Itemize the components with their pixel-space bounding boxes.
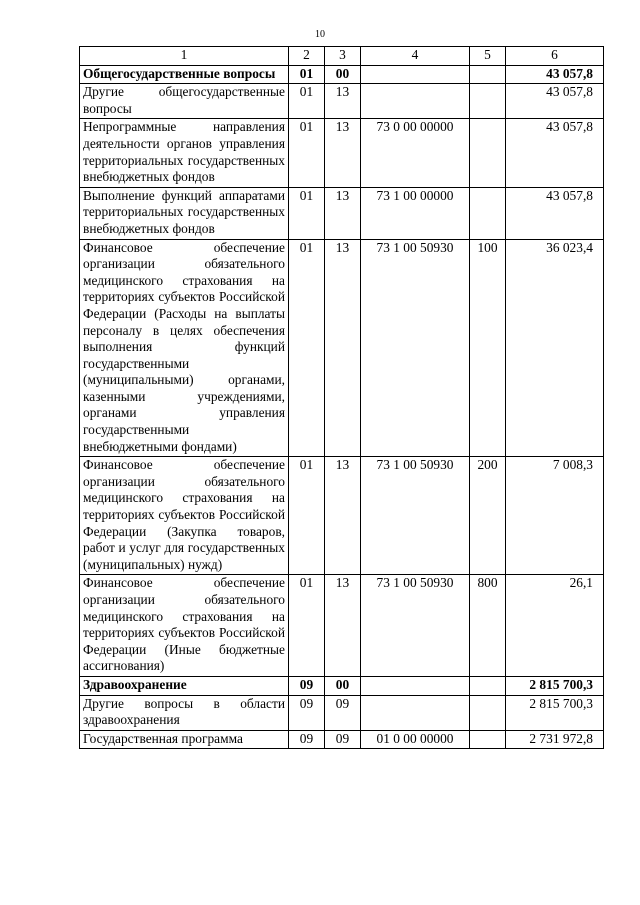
- section-code-cell: 09: [289, 676, 325, 695]
- item-name-cell: Непрограммные направления деятельности органов управления территориальных государственных внебюджетных фондов: [80, 119, 289, 187]
- item-name-cell: Другие вопросы в области здравоохранения: [80, 695, 289, 730]
- section-code-cell: 01: [289, 575, 325, 677]
- amount-cell: 43 057,8: [506, 84, 604, 119]
- header-row: [80, 47, 604, 66]
- amount-cell: 36 023,4: [506, 239, 604, 457]
- table-row: [80, 187, 604, 239]
- item-name-cell: Финансовое обеспечение организации обязательного медицинского страхования на территориях субъектов Российской Федерации (Закупка товаров, работ и услуг для государственных (муниципальных) нужд): [80, 457, 289, 575]
- section-code-cell: 01: [289, 187, 325, 239]
- expense-type-cell: [470, 65, 506, 84]
- table-row: [80, 730, 604, 749]
- header-cell-1: 1: [80, 47, 289, 66]
- target-article-cell: [361, 695, 470, 730]
- budget-table: [79, 46, 604, 749]
- item-name-cell: Государственная программа: [80, 730, 289, 749]
- header-cell-5: 5: [470, 47, 506, 66]
- expense-type-cell: [470, 676, 506, 695]
- item-name-cell: Финансовое обеспечение организации обязательного медицинского страхования на территориях субъектов Российской Федерации (Расходы на выплаты персоналу в целях обеспечения выполнения функций государственными (муниципальными) органами, казенными учреждениями, органами управления государственными внебюджетными фондами): [80, 239, 289, 457]
- section-code-cell: 09: [289, 695, 325, 730]
- item-name-cell: Выполнение функций аппаратами территориальных государственных внебюджетных фондов: [80, 187, 289, 239]
- amount-cell: 2 815 700,3: [506, 695, 604, 730]
- header-cell-3: 3: [325, 47, 361, 66]
- subsection-code-cell: 09: [325, 695, 361, 730]
- subsection-code-cell: 13: [325, 239, 361, 457]
- expense-type-cell: 100: [470, 239, 506, 457]
- table-row: [80, 676, 604, 695]
- section-code-cell: 01: [289, 119, 325, 187]
- header-cell-2: 2: [289, 47, 325, 66]
- table-row: [80, 239, 604, 457]
- subsection-code-cell: 00: [325, 65, 361, 84]
- target-article-cell: 73 1 00 00000: [361, 187, 470, 239]
- item-name-cell: Финансовое обеспечение организации обязательного медицинского страхования на территориях субъектов Российской Федерации (Иные бюджетные ассигнования): [80, 575, 289, 677]
- header-cell-4: 4: [361, 47, 470, 66]
- table-body: [80, 65, 604, 749]
- amount-cell: 43 057,8: [506, 65, 604, 84]
- section-code-cell: 01: [289, 84, 325, 119]
- subsection-code-cell: 13: [325, 187, 361, 239]
- subsection-code-cell: 13: [325, 457, 361, 575]
- page-number: 10: [315, 29, 325, 40]
- item-name-cell: Здравоохранение: [80, 676, 289, 695]
- subsection-code-cell: 13: [325, 575, 361, 677]
- amount-cell: 43 057,8: [506, 119, 604, 187]
- target-article-cell: 01 0 00 00000: [361, 730, 470, 749]
- expense-type-cell: [470, 695, 506, 730]
- section-code-cell: 01: [289, 239, 325, 457]
- expense-type-cell: [470, 84, 506, 119]
- table-row: [80, 457, 604, 575]
- section-code-cell: 01: [289, 65, 325, 84]
- target-article-cell: 73 1 00 50930: [361, 575, 470, 677]
- target-article-cell: [361, 676, 470, 695]
- table-row: [80, 575, 604, 677]
- section-code-cell: 01: [289, 457, 325, 575]
- expense-type-cell: 200: [470, 457, 506, 575]
- amount-cell: 7 008,3: [506, 457, 604, 575]
- item-name-cell: Общегосударственные вопросы: [80, 65, 289, 84]
- table-row: [80, 65, 604, 84]
- amount-cell: 43 057,8: [506, 187, 604, 239]
- table-row: [80, 695, 604, 730]
- target-article-cell: 73 0 00 00000: [361, 119, 470, 187]
- header-cell-6: 6: [506, 47, 604, 66]
- target-article-cell: [361, 84, 470, 119]
- target-article-cell: 73 1 00 50930: [361, 457, 470, 575]
- target-article-cell: [361, 65, 470, 84]
- section-code-cell: 09: [289, 730, 325, 749]
- subsection-code-cell: 00: [325, 676, 361, 695]
- amount-cell: 2 815 700,3: [506, 676, 604, 695]
- target-article-cell: 73 1 00 50930: [361, 239, 470, 457]
- amount-cell: 26,1: [506, 575, 604, 677]
- expense-type-cell: [470, 730, 506, 749]
- expense-type-cell: [470, 187, 506, 239]
- amount-cell: 2 731 972,8: [506, 730, 604, 749]
- subsection-code-cell: 13: [325, 84, 361, 119]
- subsection-code-cell: 13: [325, 119, 361, 187]
- table-row: [80, 84, 604, 119]
- table-row: [80, 119, 604, 187]
- item-name-cell: Другие общегосударственные вопросы: [80, 84, 289, 119]
- subsection-code-cell: 09: [325, 730, 361, 749]
- expense-type-cell: [470, 119, 506, 187]
- expense-type-cell: 800: [470, 575, 506, 677]
